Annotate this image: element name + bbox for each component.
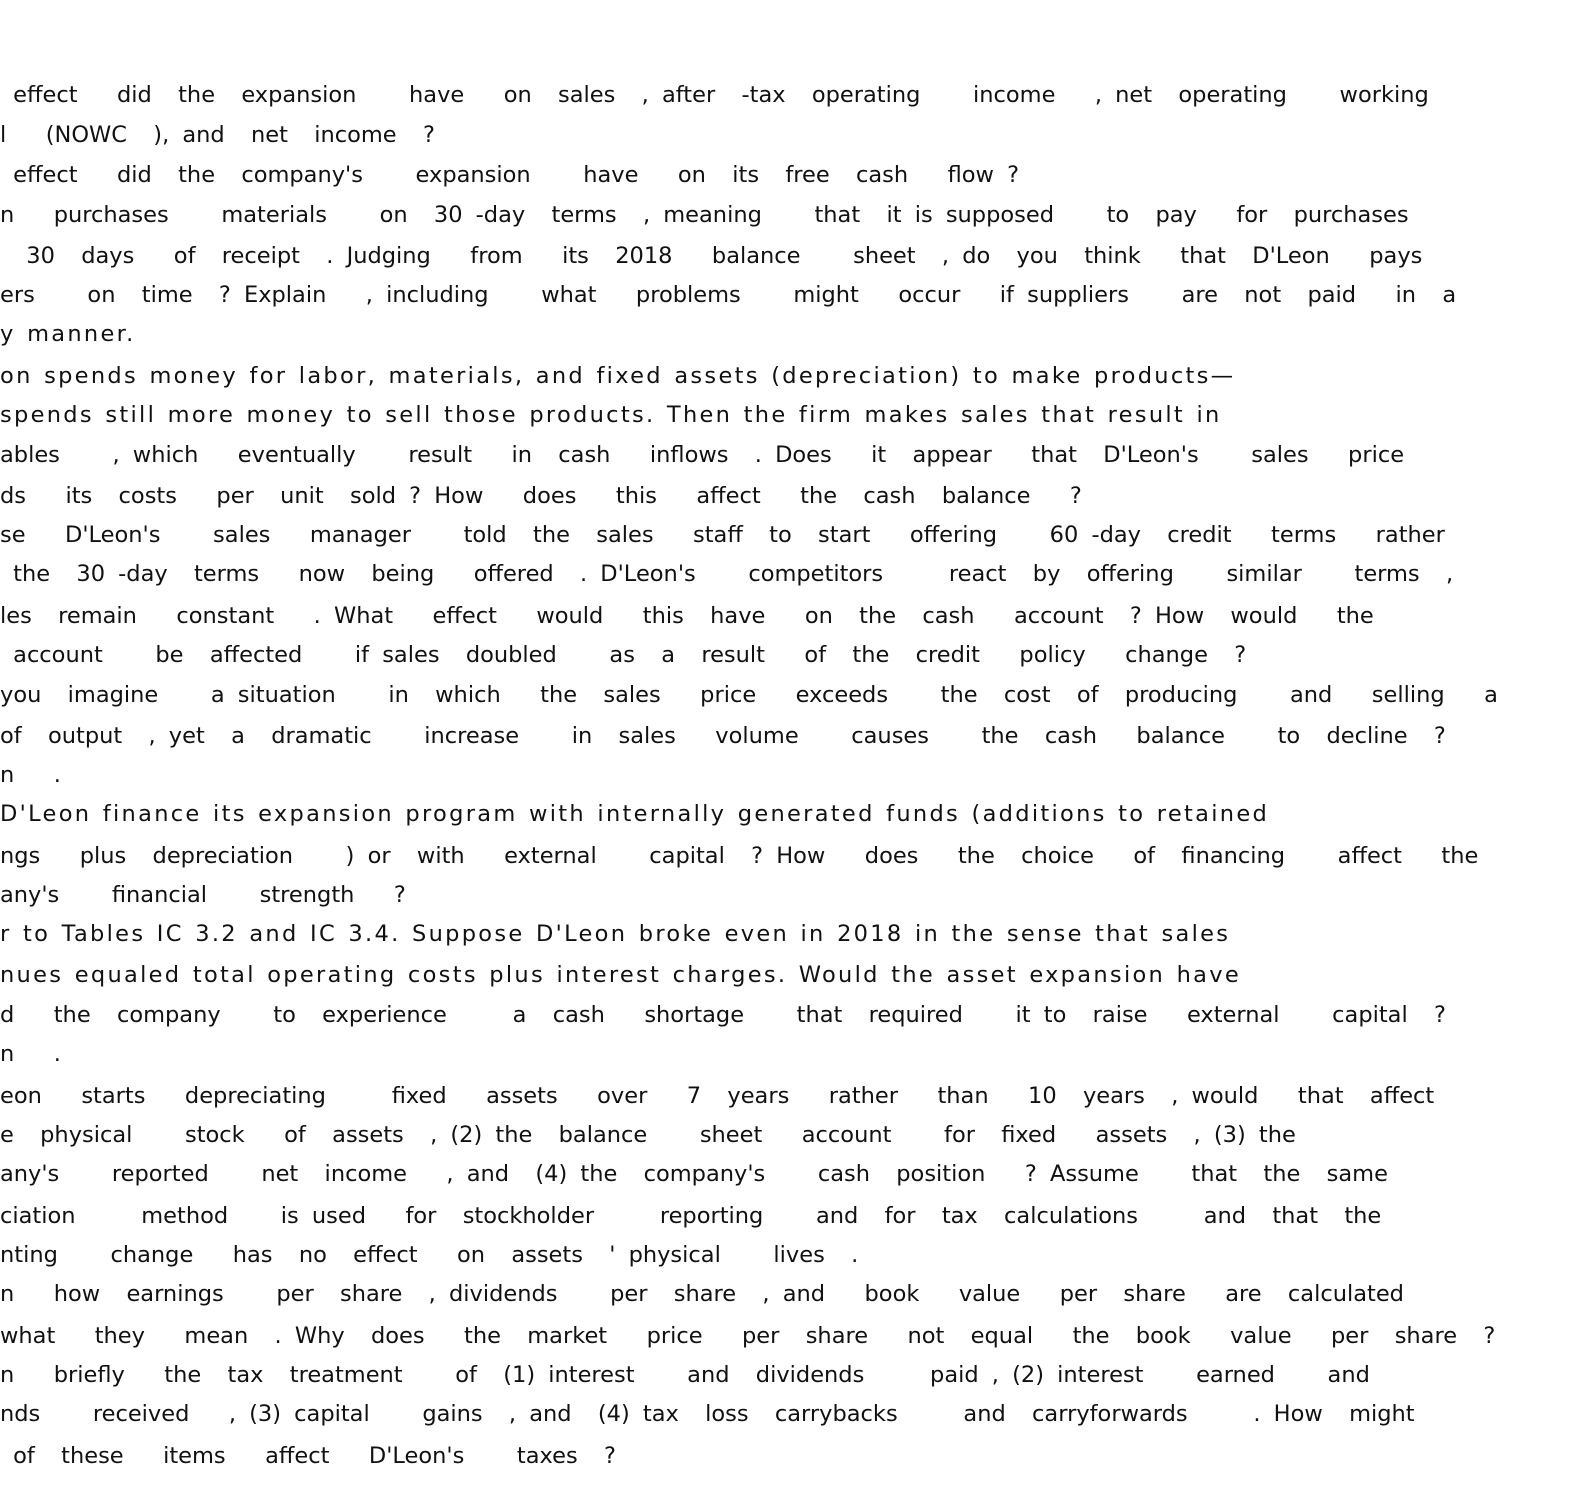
text-line: ngs plus depreciation ) or with external capital ? How does the choice of financing affect the bbox=[0, 843, 1479, 869]
text-line: effect did the company's expansion have on its free cash flow ? bbox=[0, 162, 1020, 188]
text-line: 30 days of receipt . Judging from its 2018 balance sheet , do you think that D'Leon pays bbox=[0, 243, 1423, 269]
text-line: se D'Leon's sales manager told the sales staff to start offering 60 -day credit terms rather bbox=[0, 522, 1445, 548]
text-line: n . bbox=[0, 1041, 61, 1067]
text-line: e physical stock of assets , (2) the balance sheet account for fixed assets , (3) the bbox=[0, 1122, 1296, 1148]
text-line: ciation method is used for stockholder reporting and for tax calculations and that the bbox=[0, 1203, 1382, 1229]
text-line: d the company to experience a cash shortage that required it to raise external capital ? bbox=[0, 1002, 1446, 1028]
text-line: any's reported net income , and (4) the company's cash position ? Assume that the same bbox=[0, 1161, 1388, 1187]
text-line: y manner. bbox=[0, 321, 136, 347]
text-line: nds received , (3) capital gains , and (4) tax loss carrybacks and carryforwards . How might bbox=[0, 1401, 1415, 1427]
text-line: ds its costs per unit sold ? How does this affect the cash balance ? bbox=[0, 483, 1082, 509]
text-line: n . bbox=[0, 762, 61, 788]
text-line: eon starts depreciating fixed assets over 7 years rather than 10 years , would that affect bbox=[0, 1083, 1435, 1109]
text-line: spends still more money to sell those products. Then the firm makes sales that result in bbox=[0, 402, 1222, 428]
text-line: what they mean . Why does the market price per share not equal the book value per share ? bbox=[0, 1323, 1496, 1349]
text-line: you imagine a situation in which the sales price exceeds the cost of producing and selling a bbox=[0, 682, 1498, 708]
text-line: on spends money for labor, materials, and fixed assets (depreciation) to make products— bbox=[0, 363, 1236, 389]
text-line: nues equaled total operating costs plus interest charges. Would the asset expansion have bbox=[0, 962, 1241, 988]
text-line: les remain constant . What effect would this have on the cash account ? How would the bbox=[0, 603, 1374, 629]
text-line: any's financial strength ? bbox=[0, 882, 406, 908]
text-line: n how earnings per share , dividends per share , and book value per share are calculated bbox=[0, 1281, 1404, 1307]
text-line: ers on time ? Explain , including what problems might occur if suppliers are not paid in a bbox=[0, 282, 1457, 308]
text-line: of output , yet a dramatic increase in sales volume causes the cash balance to decline ? bbox=[0, 723, 1446, 749]
text-line: r to Tables IC 3.2 and IC 3.4. Suppose D'Leon broke even in 2018 in the sense that sales bbox=[0, 921, 1231, 947]
text-line: l (NOWC ), and net income ? bbox=[0, 122, 435, 148]
text-line: n briefly the tax treatment of (1) interest and dividends paid , (2) interest earned and bbox=[0, 1362, 1370, 1388]
text-line: D'Leon finance its expansion program with internally generated funds (additions to retained bbox=[0, 801, 1270, 827]
text-line: ables , which eventually result in cash inflows . Does it appear that D'Leon's sales price bbox=[0, 442, 1405, 468]
text-line: the 30 -day terms now being offered . D'Leon's competitors react by offering similar terms , bbox=[0, 561, 1454, 587]
text-line: of these items affect D'Leon's taxes ? bbox=[0, 1443, 616, 1469]
text-line: n purchases materials on 30 -day terms , meaning that it is supposed to pay for purchases bbox=[0, 202, 1409, 228]
text-line: effect did the expansion have on sales , after -tax operating income , net operating working bbox=[0, 82, 1429, 108]
text-line: account be affected if sales doubled as a result of the credit policy change ? bbox=[0, 642, 1247, 668]
text-line: nting change has no effect on assets ' physical lives . bbox=[0, 1242, 859, 1268]
